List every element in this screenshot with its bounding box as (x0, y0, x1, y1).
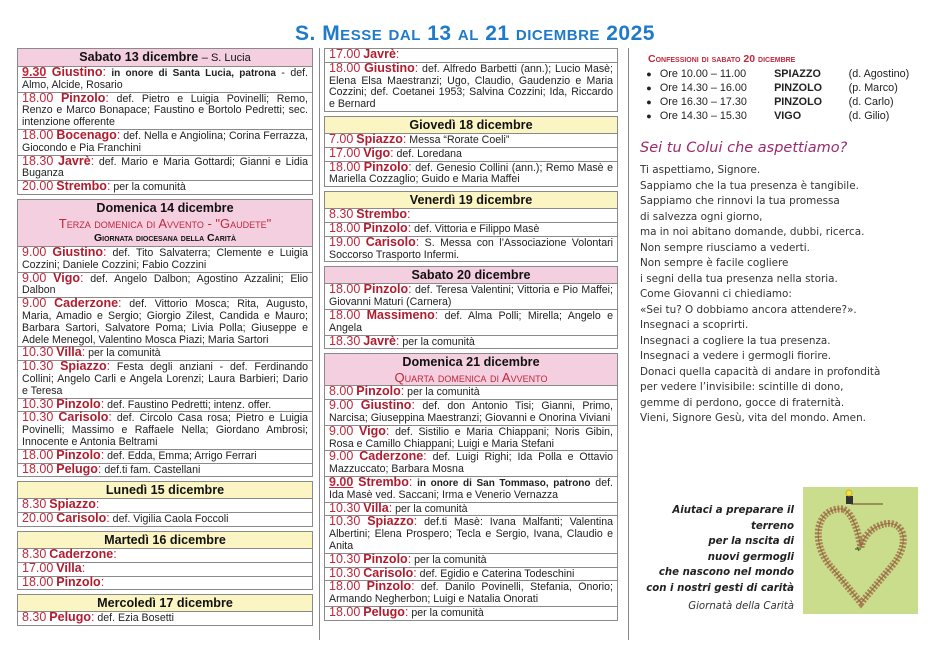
poem-line: Sappiamo che rinnovi la tua promessa (640, 195, 840, 207)
mass-intentions: def. Tito Salvaterra; Clemente e Luigia Cozzini; Daniele Cozzini; Fabio Cozzini (22, 246, 308, 271)
mass-location: Villa (363, 500, 389, 515)
heart-icon (803, 487, 918, 614)
prayer-signature: Giornatà della Carità (688, 601, 794, 612)
mass-entry (18, 90, 312, 130)
separator: : (81, 560, 86, 575)
poem-line: per vedere l’invisibile: scintille di dono, (640, 381, 844, 393)
separator: : (408, 474, 413, 489)
prayer-line: per la nscita di (708, 536, 794, 547)
mass-entry (18, 612, 312, 625)
confessions-title: Confessioni di sabato 20 dicembre (648, 53, 796, 65)
mass-time: 8.30 (22, 546, 47, 561)
mass-time: 18.00 (329, 159, 361, 174)
separator: : (80, 270, 84, 285)
separator: : (415, 234, 420, 249)
separator: : (413, 565, 417, 580)
confession-location: PINZOLO (774, 96, 823, 108)
day-block (324, 191, 618, 262)
mass-intentions: def. Alfredo Barbetti (ann.); Lucio Masè; Elena Elsa Maestranzi; Ugo, Claudio, Gaudenzio e Maria Cozzini; def. Coetanei 1953; Salvina Cozzini; Ida, Riccardo e Bernard (329, 62, 613, 111)
mass-location: Villa (56, 560, 82, 575)
separator: : (411, 579, 415, 594)
mass-location: Vigo (363, 145, 391, 160)
mass-location: Caderzone (359, 449, 424, 464)
mass-location: Javrè (58, 153, 91, 168)
confession-time: Ore 16.30 – 17.30 (659, 96, 747, 108)
mass-intentions: def. Loredana (393, 147, 462, 160)
mass-time: 10.30 (329, 500, 361, 515)
mass-time: 7.00 (329, 131, 354, 146)
mass-intentions: Festa degli anziani - def. Ferdinando Collini; Angelo Carli e Angela Lorenzi; Laura Barbieri; Dario e Teresa (22, 361, 308, 397)
mass-time: 10.30 (22, 396, 54, 411)
separator: : (100, 447, 105, 462)
mass-intentions: Messa “Rorate Coeli” (406, 133, 510, 146)
mass-entry (18, 412, 312, 449)
mass-location: Giustino (360, 398, 412, 413)
day-title: Domenica 21 dicembre (402, 355, 540, 370)
separator: : (100, 396, 105, 411)
poem-line: Insegnaci a vedere i germogli fiorire. (640, 350, 832, 362)
day-title: Venerdì 19 dicembre (409, 193, 533, 208)
mass-time: 17.00 (329, 47, 361, 61)
separator: : (423, 449, 427, 464)
mass-location: Giustino (364, 60, 415, 75)
mass-entry (325, 474, 617, 503)
mass-time: 9.00 (22, 270, 47, 285)
mass-location: Pelugo (56, 461, 98, 476)
separator: : (116, 127, 121, 142)
poem-line: gemme di perdono, gocce di fraternità. (640, 396, 845, 409)
separator: : (408, 159, 412, 174)
feast-title: Quarta domenica di Avvento (394, 370, 548, 386)
mass-intentions: def. Genesio Collini (ann.); Remo Masè e Mariella Cozzaglio; Guido e Maria Maffei (329, 161, 613, 186)
mass-time: 10.30 (22, 359, 54, 374)
mass-location: Strembo (56, 179, 107, 194)
mass-location: Spiazzo (60, 359, 107, 374)
mass-location: Vigo (53, 270, 80, 285)
separator: : (385, 423, 390, 438)
day-block (17, 531, 313, 590)
mass-intentions: def. Angelo Dalbon; Agostino Azzalini; Elio Dalbon (22, 272, 308, 297)
column-divider (319, 48, 320, 640)
prayer-caption (632, 503, 794, 615)
mass-time: 10.30 (22, 345, 54, 360)
mass-location: Javrè (363, 47, 396, 61)
separator: : (105, 90, 109, 105)
separator: : (395, 333, 400, 348)
poem-line: Ti aspettiamo, Signore. (640, 164, 761, 176)
mass-time: 19.00 (329, 234, 361, 249)
mass-intentions: def. Danilo Povinelli, Stefania, Onorio; Armando Negherbon; Luigi e Natalia Onorati (329, 581, 613, 606)
mass-intentions: per la comunità (85, 347, 161, 360)
mass-location: Carisolo (58, 410, 109, 425)
mass-intentions: def. Alma Polli; Mirella; Angelo e Angela (329, 309, 613, 334)
day-block (17, 481, 313, 527)
mass-location: Carisolo (56, 511, 107, 526)
confession-priest: (p. Marco) (848, 82, 898, 94)
mass-location: Villa (56, 345, 82, 360)
mass-location: Pinzolo (56, 447, 101, 462)
giornata-title: Giornata diocesana della Carità (93, 231, 237, 244)
separator: : (106, 511, 110, 526)
poem-line: di salvezza ogni giorno, (640, 210, 763, 223)
separator: : (95, 497, 100, 512)
mass-location: Spiazzo (367, 514, 414, 529)
mass-time: 18.00 (22, 127, 54, 142)
mass-time: 8.30 (22, 497, 47, 512)
mass-time: 18.00 (329, 579, 361, 594)
sidebar-column (638, 52, 938, 427)
mass-location: Pinzolo (363, 220, 408, 235)
confession-item (638, 81, 938, 95)
mass-time: 20.00 (22, 179, 54, 194)
column-divider (628, 48, 629, 640)
mass-location: Caderzone (54, 296, 119, 311)
day-block (324, 353, 618, 620)
mass-location: Pinzolo (356, 384, 401, 399)
mass-location: Caderzone (49, 546, 114, 561)
confession-time: Ore 14.30 – 15.30 (659, 110, 747, 122)
mass-time: 17.00 (329, 145, 361, 160)
mass-location: Pinzolo (56, 396, 101, 411)
poem-line: Insegnaci a cogliere la tua presenza. (640, 334, 831, 347)
day-title: Mercoledì 17 dicembre (97, 596, 233, 611)
mass-entry (325, 604, 617, 620)
schedule-column-2 (324, 48, 618, 625)
confession-priest: (d. Agostino) (848, 68, 910, 80)
confession-time: Ore 10.00 – 11.00 (659, 68, 747, 80)
prayer-line: con i nostri gesti di carità (646, 582, 794, 594)
mass-time: 18.30 (22, 153, 54, 168)
separator: : (407, 551, 412, 566)
poem-line: Donaci quella capacità di andare in profondità (640, 365, 881, 378)
mass-intentions: def. Vittoria e Filippo Masè (411, 222, 540, 235)
mass-intentions: def. Faustino Pedretti; intenz. offer. (104, 398, 272, 411)
mass-entry (18, 574, 312, 590)
poem-line: «Sei tu? O dobbiamo ancora attendere?». (640, 303, 857, 316)
confession-item (638, 95, 938, 109)
separator: : (407, 220, 412, 235)
separator: : (395, 47, 400, 61)
mass-time: 9.00 (22, 244, 47, 259)
mass-intentions: def. Circolo Casa rosa; Pietro e Luigia Povinelli; Massimo e Raffaele Nella; Giordano Ambrosi; Innocente e Antonia Beltrami (22, 412, 308, 448)
mass-time: 10.30 (329, 551, 361, 566)
mass-location: Massimeno (366, 307, 435, 322)
day-title: Domenica 14 dicembre (96, 200, 234, 215)
mass-intentions: per la comunità (392, 502, 468, 515)
mass-entry (18, 153, 312, 182)
bullet-icon: ● (646, 69, 652, 79)
mass-location: Strembo (358, 474, 409, 489)
mass-location: Strembo (356, 207, 407, 222)
bullet-icon: ● (646, 97, 652, 107)
separator: : (402, 131, 407, 146)
separator: : (103, 244, 107, 259)
mass-intentions: per la comunità (408, 606, 484, 619)
mass-entry (18, 181, 312, 194)
mass-time: 18.00 (22, 461, 54, 476)
mass-location: Carisolo (363, 565, 414, 580)
poem-line: Sappiamo che la tua presenza è tangibile. (640, 179, 859, 192)
mass-location: Giustino (52, 244, 104, 259)
separator: : (106, 179, 111, 194)
separator: : (100, 574, 105, 589)
day-header (18, 200, 312, 247)
separator: : (411, 398, 415, 413)
poem-text (640, 163, 938, 427)
poem-line: Vieni, Signore Gesù, vita del mondo. Amen. (640, 412, 866, 424)
mass-intentions: def. Vigilia Caola Foccoli (109, 513, 229, 526)
day-block (324, 266, 618, 349)
day-header (325, 354, 617, 386)
mass-intentions: def. Ezia Bosetti (94, 612, 174, 625)
separator: : (413, 514, 418, 529)
mass-intentions: def. Pietro e Luigia Povinelli; Remo, Renzo e Marco Bonapace; Faustino e Bortolo Pedretti; sec. intenzione offerente (22, 92, 308, 129)
mass-location: Bocenago (56, 127, 117, 142)
bullet-icon: ● (646, 83, 652, 93)
day-saint: – S. Lucia (201, 52, 251, 64)
confession-item (638, 109, 938, 123)
mass-time: 10.30 (329, 514, 361, 529)
poem-line: Non sempre è facile cogliere (640, 257, 789, 269)
mass-intentions: def.ti fam. Castellani (101, 463, 201, 476)
mass-location: Pelugo (363, 604, 405, 619)
mass-location: Pinzolo (363, 159, 409, 174)
mass-dedication: in onore di San Tommaso, patrono (417, 477, 591, 489)
separator: : (407, 207, 411, 222)
separator: : (118, 296, 122, 311)
mass-entry (325, 159, 617, 187)
mass-time: 18.00 (22, 447, 54, 462)
mass-time: 8.30 (329, 207, 354, 222)
poem-line: ma in noi abitano domande, dubbi, ricerca. (640, 226, 865, 238)
separator: : (414, 60, 419, 75)
prayer-line: che nascono nel mondo (658, 567, 794, 578)
confession-location: VIGO (774, 110, 802, 122)
mass-time: 8.00 (329, 384, 354, 399)
mass-entry (18, 127, 312, 156)
confession-priest: (d. Carlo) (848, 96, 894, 108)
mass-time: 10.30 (22, 410, 54, 425)
day-block (17, 199, 313, 477)
mass-entry (325, 516, 617, 553)
separator: : (90, 610, 95, 625)
mass-time: 9.00 (329, 449, 354, 464)
mass-entry (18, 513, 312, 526)
separator: : (434, 307, 439, 322)
mass-time: 9.00 (22, 296, 47, 311)
mass-intentions: per la comunità (110, 181, 186, 194)
mass-intentions: def. Egidio e Caterina Todeschini (416, 567, 575, 580)
mass-time: 9.00 (329, 423, 354, 438)
mass-location: Giustino (51, 65, 103, 79)
mass-time: 8.30 (22, 610, 47, 625)
mass-entry (18, 461, 312, 477)
mass-entry (325, 307, 617, 336)
separator: : (81, 345, 86, 360)
day-block (17, 594, 313, 626)
separator: : (404, 604, 409, 619)
mass-entry (325, 60, 617, 111)
feast-title: Terza domenica di Avvento - "Gaudete" (58, 215, 272, 231)
poem-line: Insegnaci a scoprirti. (640, 319, 749, 331)
mass-time: 20.00 (22, 511, 54, 526)
mass-entry (325, 423, 617, 452)
confession-time: Ore 14.30 – 16.00 (659, 82, 747, 94)
mass-intentions: def.ti Masè: Ivana Malfanti; Valentina Albertini; Elena Prospero; Tecla e Sergio, Ivana, Claudio e Anita (329, 516, 613, 552)
mass-dedication: in onore di Santa Lucia, patrona (111, 68, 276, 79)
prayer-line: Aiutaci a preparare il terreno (672, 505, 794, 532)
mass-intentions: def. Ida Masè ved. Saccani; Irma e Venerio Vernazza (329, 476, 613, 501)
poem-line: Non sempre riusciamo a vederti. (640, 241, 810, 254)
poem-line: Come Giovanni ci chiediamo: (640, 288, 792, 300)
mass-location: Pinzolo (363, 282, 409, 297)
mass-location: Pinzolo (56, 574, 101, 589)
mass-entry (18, 270, 312, 299)
mass-entry (325, 284, 617, 310)
confessions-list (638, 67, 938, 123)
mass-intentions: def. Nella e Angiolina; Corina Ferrazza, Giocondo e Pia Franchini (22, 129, 308, 154)
mass-time: 18.00 (22, 90, 54, 105)
page-title: S. Messe dal 13 al 21 dicembre 2025 (295, 22, 655, 45)
mass-entry (18, 67, 312, 93)
mass-intentions: - def. Almo, Alcide, Rosario (22, 67, 308, 91)
mass-intentions: def. Edda, Emma; Arrigo Ferrari (104, 449, 257, 462)
poem-line: i segni della tua presenza nella storia. (640, 272, 838, 285)
mass-intentions: def. Sistilio e Maria Chiappani; Noris Gibin, Rosa e Camillo Chiappani; Luigi e Maria Stefani (329, 425, 613, 450)
confession-location: PINZOLO (774, 82, 823, 94)
day-title: Martedì 16 dicembre (104, 532, 226, 547)
mass-location: Vigo (359, 423, 386, 438)
confession-item (638, 67, 938, 81)
mass-entry (325, 451, 617, 477)
mass-location: Pelugo (49, 610, 91, 625)
separator: : (408, 282, 412, 297)
separator: : (390, 145, 394, 160)
mass-location: Spiazzo (356, 131, 403, 146)
mass-intentions: def. Vittorio Mosca; Rita, Augusto, Maria, Amadio e Sergio; Giorgio Zilest, Candida e Mauro; Barbara Sartori, Salvatore Poma; Livia Polla; Giuseppe e Adele Menegol, Valentino Mosca Piazi; Maria Sartori (22, 298, 308, 346)
mass-location: Carisolo (365, 234, 416, 249)
separator: : (400, 384, 405, 399)
confession-priest: (d. Gilio) (848, 110, 890, 122)
mass-location: Pinzolo (60, 90, 106, 105)
mass-location: Spiazzo (49, 497, 96, 512)
day-title: Lunedì 15 dicembre (105, 483, 225, 498)
mass-time: 9.30 (22, 65, 47, 79)
day-title: Giovedì 18 dicembre (409, 117, 533, 132)
mass-time: 18.00 (329, 60, 361, 75)
heart-field-illustration (803, 487, 918, 614)
bullet-icon: ● (646, 111, 652, 121)
mass-time: 18.00 (329, 220, 361, 235)
separator: : (97, 461, 102, 476)
separator: : (388, 500, 393, 515)
mass-entry (18, 244, 312, 273)
mass-entry (325, 333, 617, 349)
separator: : (106, 359, 111, 374)
mass-entry (325, 581, 617, 607)
separator: : (90, 153, 95, 168)
day-block (324, 48, 618, 112)
mass-time: 9.00 (329, 398, 354, 413)
mass-intentions: def. Mario e Maria Gottardi; Gianni e Lidia Buganza (22, 155, 308, 180)
mass-time: 17.00 (22, 560, 54, 575)
day-block (17, 48, 313, 195)
mass-intentions: S. Messa con l’Associazione Volontari Soccorso Trasporto Infermi. (329, 236, 613, 261)
mass-intentions: def. Teresa Valentini; Vittoria e Pio Maffei; Giovanni Maturi (Carnera) (329, 284, 613, 309)
mass-entry (18, 361, 312, 398)
mass-time: 18.00 (329, 604, 361, 619)
mass-time: 18.00 (22, 574, 54, 589)
separator: : (113, 546, 117, 561)
mass-intentions: per la comunità (411, 553, 487, 566)
day-title: Sabato 20 dicembre (411, 268, 531, 283)
day-title: Sabato 13 dicembre (79, 50, 199, 64)
poem-title: Sei tu Colui che aspettiamo? (640, 140, 848, 156)
mass-entry (325, 234, 617, 262)
mass-entry (18, 298, 312, 347)
mass-time: 18.00 (329, 307, 361, 322)
confession-location: SPIAZZO (774, 68, 821, 80)
separator: : (102, 65, 106, 79)
prayer-line: nuovi germogli (707, 551, 794, 563)
mass-intentions: def. Luigi Righi; Ida Polla e Ottavio Mazzuccato; Barbara Mosna (329, 451, 613, 476)
mass-intentions: per la comunità (404, 386, 480, 399)
mass-location: Pinzolo (366, 579, 412, 594)
mass-location: Javrè (363, 333, 396, 348)
mass-intentions: def. don Antonio Tisi; Gianni, Primo, Narcisa; Giuseppina Maestranzi; Giovanni e Onorina Viviani (329, 400, 613, 424)
mass-entry (325, 400, 617, 426)
mass-location: Pinzolo (363, 551, 408, 566)
separator: : (108, 410, 112, 425)
day-block (324, 116, 618, 187)
mass-time: 9.00 (329, 474, 354, 489)
mass-time: 10.30 (329, 565, 361, 580)
mass-time: 18.30 (329, 333, 361, 348)
schedule-column-1 (17, 48, 313, 630)
mass-time: 18.00 (329, 282, 361, 297)
mass-intentions: per la comunità (399, 335, 475, 348)
